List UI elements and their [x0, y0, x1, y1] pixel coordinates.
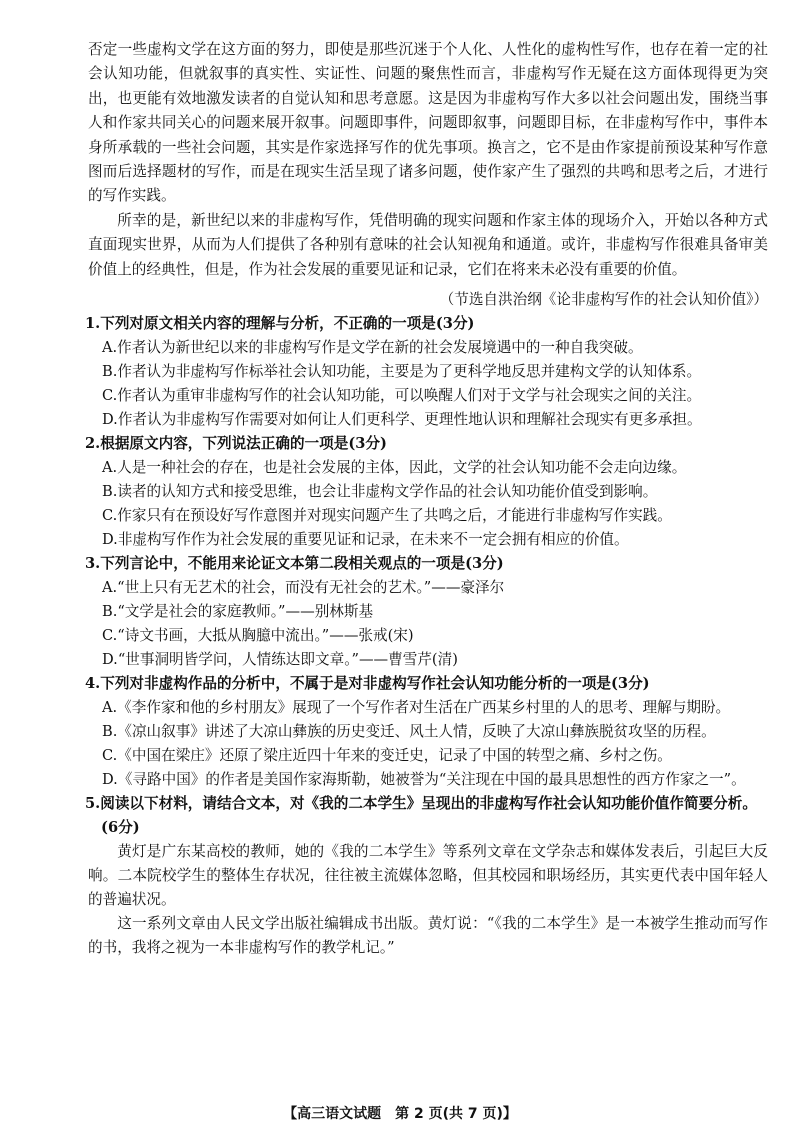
- passage-source: （节选自洪治纲《论非虚构写作的社会认知价值》）: [439, 291, 768, 309]
- page-content: [85, 38, 768, 960]
- option-d: D.“世事洞明皆学问，人情练达即文章。”——曹雪芹(清): [102, 651, 458, 669]
- question-4: [85, 672, 768, 792]
- option-a: A.作者认为新世纪以来的非虚构写作是文学在新的社会发展境遇中的一种自我突破。: [102, 339, 643, 357]
- page-footer: 【高三语文试题 第 2 页(共 7 页)】: [283, 1106, 517, 1122]
- material-paragraph-1: 黄灯是广东某高校的教师，她的《我的二本学生》等系列文章在文学杂志和媒体发表后，引起巨大反响。二本院校学生的整体生存状况，往往被主流媒体忽略，但其校园和职场经历，其实更代表中国年轻人的普遍状况。: [88, 843, 768, 909]
- option-c: C.作家只有在预设好写作意图并对现实问题产生了共鸣之后，才能进行非虚构写作实践。: [102, 507, 672, 525]
- option-c: C.《中国在梁庄》还原了梁庄近四十年来的变迁史，记录了中国的转型之痛、乡村之伤。: [102, 747, 672, 765]
- question-stem: 2.根据原文内容，下列说法正确的一项是(3分): [85, 435, 387, 453]
- passage-paragraph-2: 所幸的是，新世纪以来的非虚构写作，凭借明确的现实问题和作家主体的现场介入，开始以各种方式直面现实世界，从而为人们提供了各种别有意味的社会认知视角和通道。或许，非虚构写作很难具备审美价值上的经典性，但是，作为社会发展的重要见证和记录，它们在将来未必没有重要的价值。: [88, 211, 768, 278]
- option-b: B.《凉山叙事》讲述了大凉山彝族的历史变迁、风土人情，反映了大凉山彝族脱贫攻坚的历程。: [102, 723, 716, 741]
- option-b: B.读者的认知方式和接受思维，也会让非虚构文学作品的社会认知功能价值受到影响。: [102, 483, 658, 501]
- question-stem: 5.阅读以下材料，请结合文本，对《我的二本学生》呈现出的非虚构写作社会认知功能价值作简要分析。(6分): [85, 795, 757, 837]
- passage-paragraph-1: 否定一些虚构文学在这方面的努力，即使是那些沉迷于个人化、人性化的虚构性写作，也存在着一定的社会认知功能，但就叙事的真实性、实证性、问题的聚焦性而言，非虚构写作无疑在这方面体现得更为突出，也更能有效地激发读者的自觉认知和思考意愿。这是因为非虚构写作大多以社会问题出发，围绕当事人和作家共同关心的问题来展开叙事。问题即事件，问题即叙事，问题即目标，在非虚构写作中，事件本身所承载的一些社会问题，其实是作家选择写作的优先事项。换言之，它不是由作家提前预设某种写作意图而后选择题材的写作，而是在现实生活呈现了诸多问题，使作家产生了强烈的共鸣和思考之后，才进行的写作实践。: [88, 41, 768, 205]
- option-a: A.“世上只有无艺术的社会，而没有无社会的艺术。”——豪泽尔: [102, 579, 505, 597]
- option-b: B.作者认为非虚构写作标举社会认知功能，主要是为了更科学地反思并建构文学的认知体系。: [102, 363, 702, 381]
- option-d: D.《寻路中国》的作者是美国作家海斯勒，她被誉为“关注现在中国的最具思想性的西方作家之一”。: [102, 771, 746, 789]
- question-stem: 1.下列对原文相关内容的理解与分析，不正确的一项是(3分): [85, 315, 475, 333]
- option-a: A.《李作家和他的乡村朋友》展现了一个写作者对生活在广西某乡村里的人的思考、理解与期盼。: [102, 699, 731, 717]
- question-stem: 4.下列对非虚构作品的分析中，不属于是对非虚构写作社会认知功能分析的一项是(3分): [85, 675, 650, 693]
- option-a: A.人是一种社会的存在，也是社会发展的主体，因此，文学的社会认知功能不会走向边缘。: [102, 459, 687, 477]
- question-1: [85, 312, 768, 432]
- option-d: D.作者认为非虚构写作需要对如何让人们更科学、更理性地认识和理解社会现实有更多承担。: [102, 411, 702, 429]
- question-stem: 3.下列言论中，不能用来论证文本第二段相关观点的一项是(3分): [85, 555, 504, 573]
- option-c: C.作者认为重审非虚构写作的社会认知功能，可以唤醒人们对于文学与社会现实之间的关注。: [102, 387, 702, 405]
- material-paragraph-2: 这一系列文章由人民文学出版社编辑成书出版。黄灯说：“《我的二本学生》是一本被学生推动而写作的书，我将之视为一本非虚构写作的教学札记。”: [88, 915, 768, 957]
- question-2: [85, 432, 768, 552]
- question-3: [85, 552, 768, 672]
- question-5: [85, 792, 768, 960]
- option-b: B.“文学是社会的家庭教师。”——别林斯基: [102, 603, 374, 621]
- option-c: C.“诗文书画，大抵从胸臆中流出。”——张戒(宋): [102, 627, 414, 645]
- option-d: D.非虚构写作作为社会发展的重要见证和记录，在未来不一定会拥有相应的价值。: [102, 531, 629, 549]
